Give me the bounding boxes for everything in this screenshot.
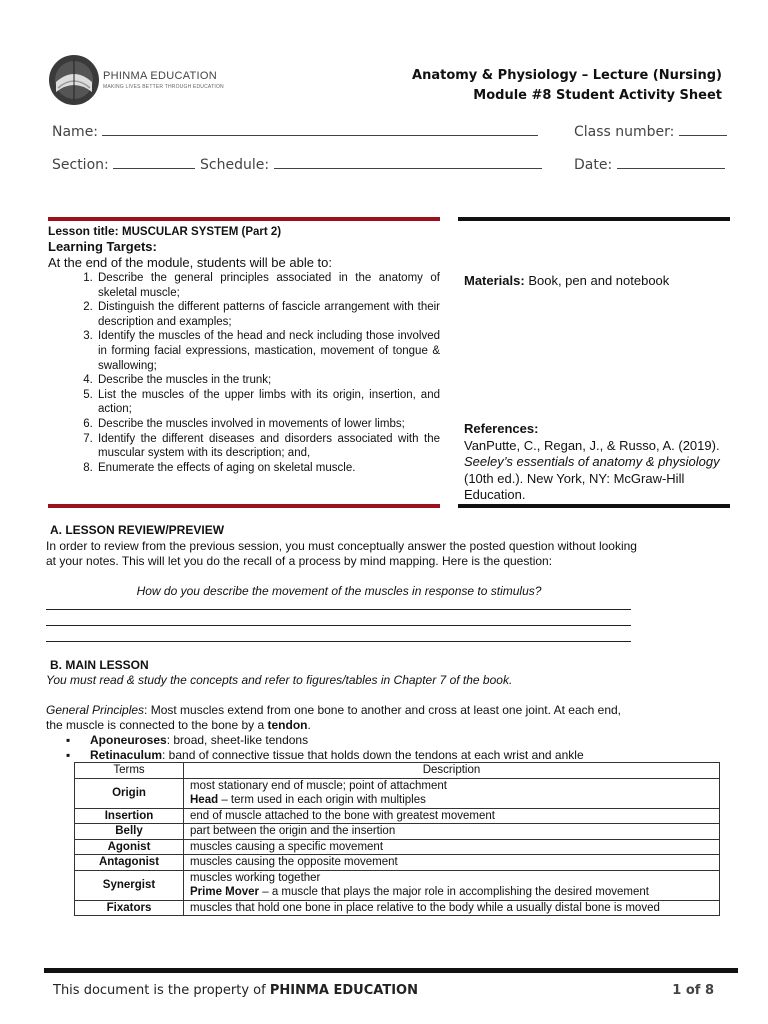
references-label: References:: [464, 421, 539, 436]
bullet-desc: : band of connective tissue that holds down the tendons at each wrist and ankle: [162, 747, 584, 762]
section-b-heading: B. MAIN LESSON: [50, 658, 149, 672]
term-cell: Fixators: [75, 900, 184, 916]
term-cell: Origin: [75, 778, 184, 808]
table-row: [75, 778, 720, 808]
answer-line[interactable]: [46, 625, 631, 626]
list-item: 6. Describe the muscles involved in movements of lower limbs;: [96, 417, 440, 432]
page-number: 1 of 8: [672, 983, 714, 998]
date-blank[interactable]: [617, 154, 725, 169]
bullet-icon: ▪: [66, 733, 71, 747]
terms-table: [74, 762, 720, 916]
bullet-icon: ▪: [66, 747, 71, 762]
term-cell: Belly: [75, 824, 184, 840]
description-line: [190, 793, 713, 808]
table-row: [75, 855, 720, 871]
description-text: – a muscle that plays the major role in accomplishing the desired movement: [259, 886, 649, 898]
description-line: most stationary end of muscle; point of attachment: [190, 779, 447, 792]
class-number-label: Class number:: [574, 124, 675, 140]
list-item: 4. Describe the muscles in the trunk;: [96, 373, 440, 388]
description-cell: [184, 778, 720, 808]
reference-publisher: (10th ed.). New York, NY: McGraw-Hill Education.: [464, 470, 685, 502]
section-a-text: In order to review from the previous session, you must conceptually answer the posted question without looking at your notes. This will let you do the recall of a process by mind mapping. Here is the question:: [46, 539, 637, 568]
bullet-list: [66, 733, 584, 762]
description-term: Head: [190, 794, 219, 806]
list-item: 8. Enumerate the effects of aging on skeletal muscle.: [96, 461, 440, 476]
phinma-logo-icon: [48, 52, 100, 108]
class-number-blank[interactable]: [679, 121, 727, 136]
list-item: 2. Distinguish the different patterns of fascicle arrangement with their description and examples;: [96, 300, 440, 329]
table-header-row: [75, 763, 720, 779]
lesson-top-rule: [48, 217, 440, 221]
section-a-heading: A. LESSON REVIEW/PREVIEW: [50, 523, 225, 537]
description-line: [190, 885, 713, 900]
class-number-field[interactable]: [574, 121, 727, 140]
description-cell: part between the origin and the insertion: [184, 824, 720, 840]
term-cell: Synergist: [75, 870, 184, 900]
general-principles: [46, 703, 638, 732]
list-item: [66, 748, 584, 763]
materials-value: Book, pen and notebook: [528, 273, 670, 288]
logo-tagline: MAKING LIVES BETTER THROUGH EDUCATION: [103, 84, 224, 90]
learning-targets-heading: Learning Targets:: [48, 239, 157, 254]
term-cell: Antagonist: [75, 855, 184, 871]
footer-owner: PHINMA EDUCATION: [269, 983, 418, 998]
term-cell: Insertion: [75, 808, 184, 824]
document-title: [412, 66, 722, 106]
name-blank[interactable]: [102, 121, 538, 136]
answer-line[interactable]: [46, 609, 631, 610]
answer-line[interactable]: [46, 641, 631, 642]
section-label: Section:: [52, 157, 109, 173]
bullet-desc: : broad, sheet-like tendons: [166, 733, 309, 747]
date-field[interactable]: [574, 154, 725, 173]
footer-text: This document is the property of: [53, 983, 270, 998]
term-cell: Agonist: [75, 839, 184, 855]
references: [464, 421, 726, 504]
reference-authors: VanPutte, C., Regan, J., & Russo, A. (2019).: [464, 437, 720, 453]
reference-title: Seeley’s essentials of anatomy & physiology: [464, 454, 720, 469]
date-label: Date:: [574, 157, 613, 173]
description-cell: muscles causing a specific movement: [184, 839, 720, 855]
description-cell: muscles causing the opposite movement: [184, 855, 720, 871]
description-cell: end of muscle attached to the bone with greatest movement: [184, 808, 720, 824]
lesson-title-label: Lesson title:: [48, 224, 119, 238]
schedule-field[interactable]: [200, 154, 542, 173]
list-item: 5. List the muscles of the upper limbs with its origin, insertion, and action;: [96, 388, 440, 417]
learning-targets-list: [48, 271, 440, 475]
table-row: [75, 870, 720, 900]
name-field[interactable]: [52, 121, 538, 140]
course-title: Anatomy & Physiology – Lecture (Nursing): [412, 68, 722, 83]
list-item: 3. Identify the muscles of the head and neck including those involved in forming facial expressions, mastication, movement of tongue & swallowing;: [96, 329, 440, 373]
lesson-info: [48, 224, 440, 475]
general-principles-label: General Principles: [46, 703, 145, 717]
module-title: Module #8 Student Activity Sheet: [473, 88, 722, 103]
materials-label: Materials:: [464, 273, 525, 288]
description-cell: [184, 870, 720, 900]
table-row: [75, 824, 720, 840]
description-text: – term used in each origin with multiples: [218, 794, 426, 806]
lesson-bottom-rule: [48, 504, 440, 508]
lesson-title: [48, 224, 440, 238]
lesson-title-value: MUSCULAR SYSTEM (Part 2): [122, 226, 282, 238]
reference-entry: [464, 438, 726, 504]
list-item: [66, 733, 584, 748]
logo-name: PHINMA EDUCATION: [103, 70, 217, 82]
general-principles-text: : Most muscles extend from one bone to another and cross at least one joint. At each end, the muscle is connected to the bone by a: [46, 703, 621, 732]
general-principles-end: .: [307, 717, 311, 732]
schedule-label: Schedule:: [200, 157, 270, 173]
tendon-term: tendon: [267, 717, 308, 732]
list-item: 7. Identify the different diseases and disorders associated with the muscular system with its description; and,: [96, 432, 440, 461]
table-header: Terms: [75, 763, 184, 779]
materials-bottom-rule: [458, 504, 730, 508]
review-question: How do you describe the movement of the muscles in response to stimulus?: [136, 584, 542, 598]
description-line: muscles working together: [190, 871, 321, 884]
footer-rule: [44, 968, 738, 973]
description-cell: muscles that hold one bone in place relative to the body while a usually distal bone is moved: [184, 900, 720, 916]
table-header: Description: [184, 763, 720, 779]
table-row: [75, 900, 720, 916]
table-row: [75, 808, 720, 824]
schedule-blank[interactable]: [274, 154, 542, 169]
table-row: [75, 839, 720, 855]
learning-targets-intro: At the end of the module, students will be able to:: [48, 255, 333, 270]
bullet-term: Aponeuroses: [90, 733, 167, 747]
description-term: Prime Mover: [190, 886, 260, 898]
section-field[interactable]: [52, 154, 195, 173]
materials: [464, 273, 669, 288]
footer-ownership: [53, 983, 418, 998]
name-label: Name:: [52, 124, 99, 140]
list-item: 1. Describe the general principles associated in the anatomy of skeletal muscle;: [96, 271, 440, 300]
bullet-term: Retinaculum: [90, 747, 163, 762]
section-b-instruction: You must read & study the concepts and refer to figures/tables in Chapter 7 of the book.: [46, 673, 513, 687]
materials-top-rule: [458, 217, 730, 221]
section-blank[interactable]: [113, 154, 195, 169]
